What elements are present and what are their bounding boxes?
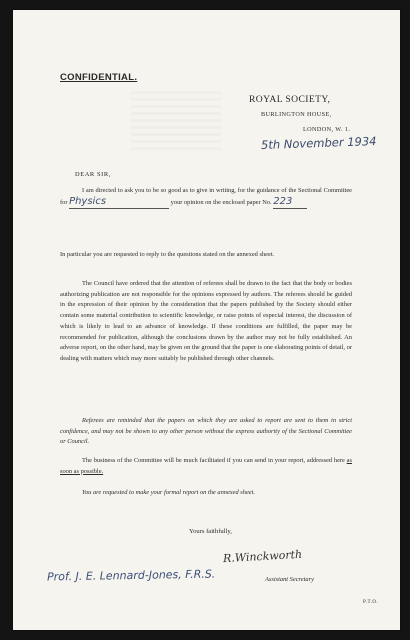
- paper-number: 223: [273, 195, 293, 207]
- confidential-heading: CONFIDENTIAL.: [60, 72, 138, 83]
- committee-name: Physics: [69, 195, 107, 207]
- organization-name: ROYAL SOCIETY,: [249, 94, 331, 105]
- address-line-2: LONDON, W. 1.: [303, 126, 351, 133]
- paragraph-formal-report: You are requested to make your formal report on the annexed sheet.: [82, 489, 255, 496]
- closing: Yours faithfully,: [189, 528, 232, 535]
- address-line-1: BURLINGTON HOUSE,: [261, 111, 332, 118]
- business-urgency: as soon as possible.: [60, 457, 352, 475]
- salutation: DEAR SIR,: [75, 171, 111, 178]
- signatory-title: Assistant Secretary: [265, 576, 314, 583]
- business-text: The business of the Committee will be much facilitated if you can send in your report, addressed here: [82, 457, 345, 464]
- referee-name: Prof. J. E. Lennard-Jones, F.R.S.: [46, 567, 216, 584]
- request-text-2: your opinion on the enclosed paper No.: [170, 198, 272, 206]
- letter-page: [13, 10, 400, 630]
- paragraph-request: [60, 186, 352, 209]
- faded-stamp: [131, 90, 221, 150]
- paragraph-confidentiality: Referees are reminded that the papers on which they are asked to report are sent to them in strict confidence, and may not be shown to any other person without the express authority of the Sectional Committee or Council.: [60, 417, 352, 446]
- paragraph-questions: In particular you are requested to reply to the questions stated on the annexed sheet.: [60, 251, 275, 258]
- paper-number-field: [273, 197, 307, 210]
- paragraph-business: [60, 456, 352, 477]
- request-text: I am directed to ask you to be so good as to give in writing, for the guidance of the Sectional Committee for: [60, 187, 352, 206]
- paragraph-council: The Council have ordered that the attention of referees shall be drawn to the fact that the body or bodies authorizing publication are not responsible for the opinions expressed by authors. The referees should be guided in the expression of their opinion by the consideration that the papers published by the Society should either contain some material contribution to scientific knowledge, or raise points of especial interest, the discussion of which is likely to lead to an advance of knowledge. If these conditions are fulfilled, the paper may be recommended for publication, although the conclusions drawn by the author may not be fully established. An adverse report, on the other hand, may be given on the ground that the paper is one elaborating points of detail, or dealing with matters which may more suitably be published through other channels.: [60, 280, 352, 362]
- handwritten-date: 5th November 1934: [260, 133, 377, 153]
- signature: R.Winckworth: [222, 547, 303, 566]
- pto-note: P.T.O.: [363, 600, 379, 605]
- committee-field: [69, 197, 169, 210]
